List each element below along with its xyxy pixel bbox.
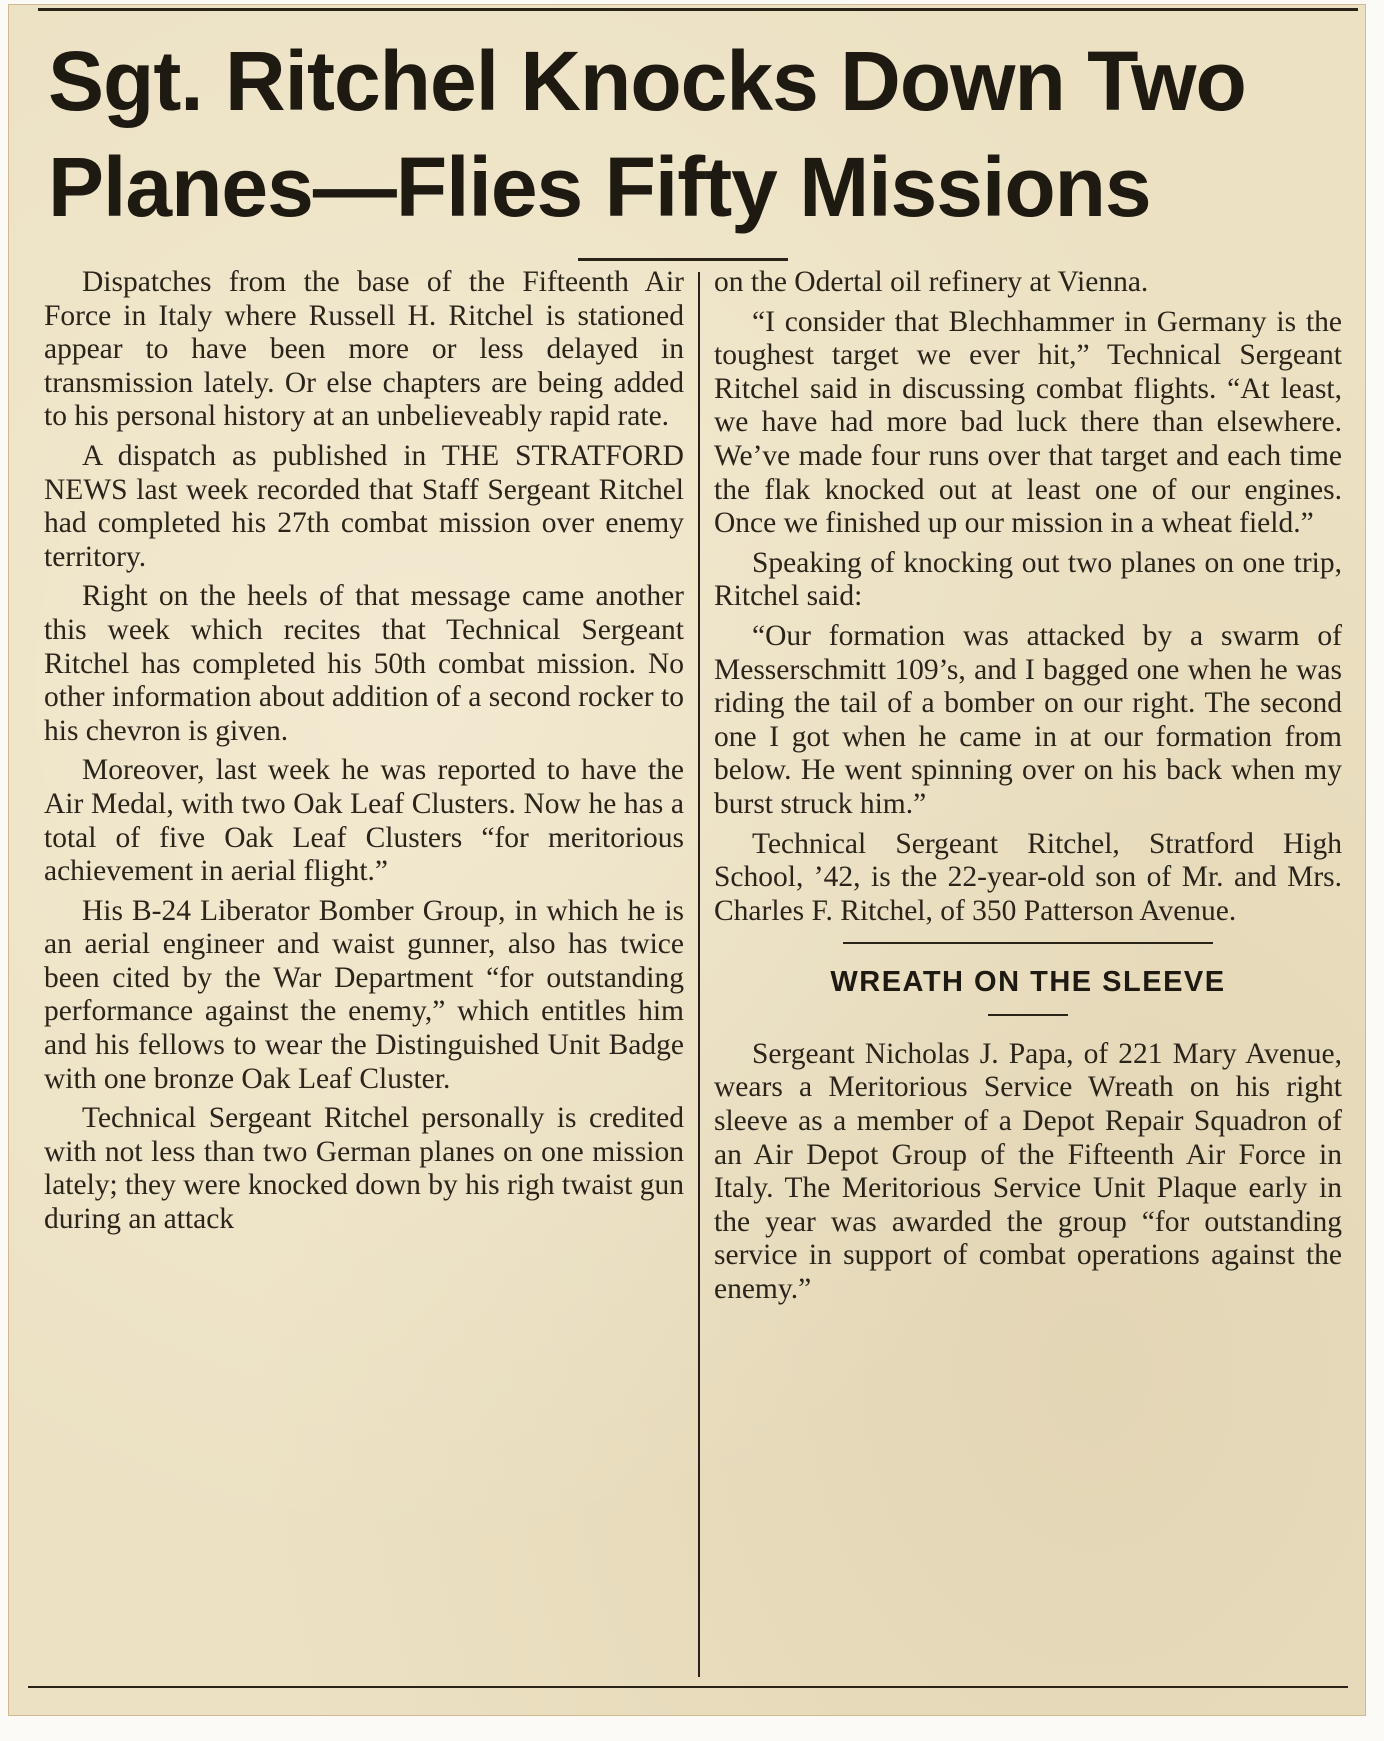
article-paragraph: Moreover, last week he was reported to have the Air Medal, with two Oak Leaf Clusters. Now he has a total of five Oak Leaf Clusters “for meritorious achievement in aerial flight.” [44, 754, 684, 888]
article-paragraph: Right on the heels of that message came another this week which recites that Technical Sergeant Ritchel has completed his 50th combat mission. No other information about addition of a second rocker to his chevron is given. [44, 580, 684, 747]
sidebar-story-title: WREATH ON THE SLEEVE [830, 966, 1226, 999]
subhead-divider [988, 1014, 1068, 1016]
bottom-border-rule [28, 1686, 1348, 1688]
article-paragraph: A dispatch as published in THE STRATFORD NEWS last week recorded that Staff Sergeant Ritchel had completed his 27th combat mission over enemy territory. [44, 439, 684, 573]
newspaper-clipping [8, 4, 1366, 1716]
article-paragraph: “I consider that Blechhammer in Germany is the toughest target we ever hit,” Technical Sergeant Ritchel said in discussing combat flights. “At least, we have had more bad luck there than elsewhere. We’ve made four runs over that target and each time the flak knocked out at least one of our engines. Once we finished up our mission in a wheat field.” [714, 305, 1342, 540]
headline-line-2: Planes—Flies Fifty Missions [48, 140, 1151, 234]
article-paragraph: Technical Sergeant Ritchel personally is credited with not less than two German planes on one mission lately; they were knocked down by his righ twaist gun during an attack [44, 1102, 684, 1236]
article-paragraph: “Our formation was attacked by a swarm of Messerschmitt 109’s, and I bagged one when he was riding the tail of a bomber on our right. The second one I got when he came in at our formation from below. He went spinning over on his back when my burst struck him.” [714, 619, 1342, 820]
section-divider [843, 942, 1213, 944]
article-column-left [44, 266, 684, 1243]
headline [48, 28, 1348, 240]
article-continuation: on the Odertal oil refinery at Vienna. [714, 266, 1149, 298]
article-paragraph: Technical Sergeant Ritchel, Stratford High School, ’42, is the 22-year-old son of Mr. and Mrs. Charles F. Ritchel, of 350 Patterson Avenue. [714, 827, 1342, 927]
headline-line-1: Sgt. Ritchel Knocks Down Two [48, 34, 1246, 128]
article-paragraph: Speaking of knocking out two planes on one trip, Ritchel said: [714, 546, 1342, 613]
headline-divider [578, 258, 788, 261]
article-paragraph: Dispatches from the base of the Fifteenth Air Force in Italy where Russell H. Ritchel is stationed appear to have been more or less delayed in transmission lately. Or else chapters are being added to his personal history at an unbelieveably rapid rate. [44, 266, 684, 433]
article-paragraph: His B-24 Liberator Bomber Group, in which he is an aerial engineer and waist gunner, also has twice been cited by the War Department “for outstanding performance against the enemy,” which entitles him and his fellows to wear the Distinguished Unit Badge with one bronze Oak Leaf Cluster. [44, 894, 684, 1095]
top-border-rule [38, 8, 1358, 11]
sidebar-story-paragraph: Sergeant Nicholas J. Papa, of 221 Mary Avenue, wears a Meritorious Service Wreath on his right sleeve as a member of a Depot Repair Squadron of an Air Depot Group of the Fifteenth Air Force in Italy. The Meritorious Service Unit Plaque early in the year was awarded the group “for outstanding service in support of combat operations against the enemy.” [714, 1037, 1342, 1306]
column-divider [698, 272, 700, 1677]
article-column-right [714, 266, 1342, 1313]
